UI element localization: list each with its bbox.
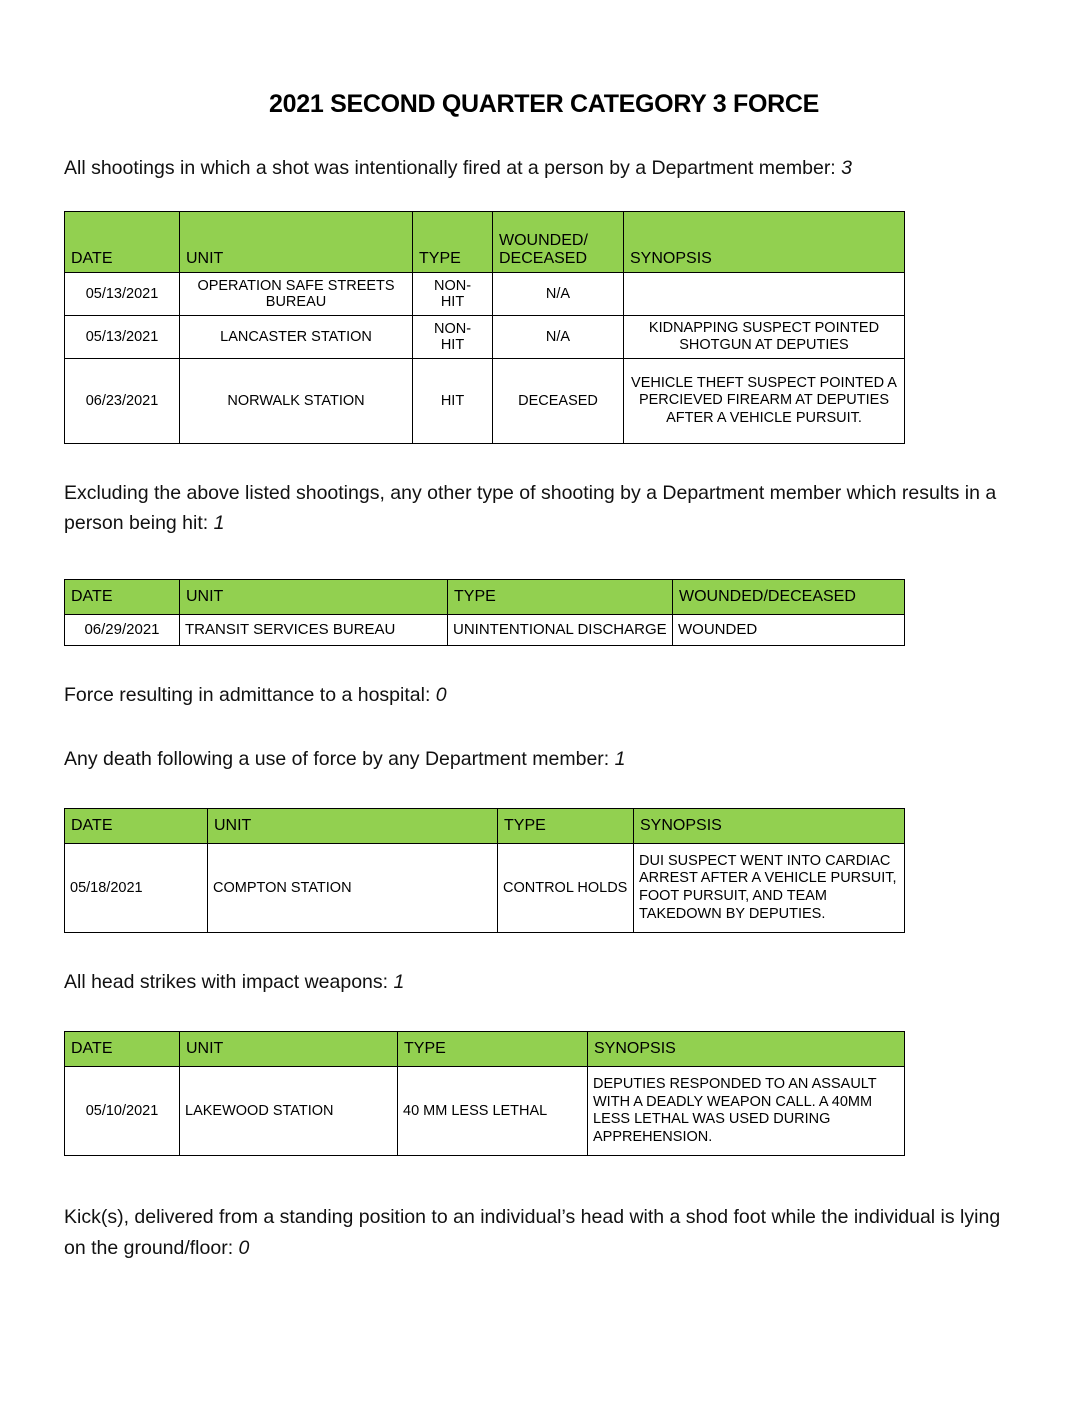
- header-line-1: WOUNDED/: [499, 232, 588, 250]
- table-row: [65, 273, 905, 316]
- cell-synopsis: VEHICLE THEFT SUSPECT POINTED A PERCIEVED FIREARM AT DEPUTIES AFTER A VEHICLE PURSUIT.: [624, 359, 905, 444]
- statement-count: 0: [238, 1236, 250, 1259]
- column-header-type: TYPE: [448, 579, 673, 614]
- statement-text: All shootings in which a shot was intentionally fired at a person by a Department member:: [64, 157, 836, 179]
- column-header-wounded-deceased: WOUNDED/DECEASED: [673, 579, 905, 614]
- cell-date: 05/18/2021: [65, 844, 208, 933]
- cell-synopsis: [624, 273, 905, 316]
- cell-wounded-deceased: N/A: [493, 273, 624, 316]
- cell-type: UNINTENTIONAL DISCHARGE: [448, 614, 673, 645]
- cell-date: 05/13/2021: [65, 316, 180, 359]
- statement-text: Kick(s), delivered from a standing position to an individual’s head with a shod foot while the individual is lying on the ground/floor:: [64, 1206, 1001, 1259]
- cell-unit: OPERATION SAFE STREETS BUREAU: [180, 273, 413, 316]
- table-head-strikes: [64, 1031, 905, 1156]
- cell-date: 06/23/2021: [65, 359, 180, 444]
- cell-type: [413, 316, 493, 359]
- table-other-shooting-hit: [64, 579, 905, 646]
- statement-intentional-shootings: [64, 153, 1024, 183]
- column-header-unit: UNIT: [208, 809, 498, 844]
- table-row: [65, 316, 905, 359]
- column-header-type: TYPE: [498, 809, 634, 844]
- cell-unit: TRANSIT SERVICES BUREAU: [180, 614, 448, 645]
- header-line-2: DECEASED: [499, 250, 588, 268]
- column-header-date: DATE: [65, 1032, 180, 1067]
- statement-other-shooting-hit: [64, 478, 1024, 538]
- cell-type-line-1: NON-: [433, 321, 472, 338]
- cell-unit: LANCASTER STATION: [180, 316, 413, 359]
- page-title: 2021 SECOND QUARTER CATEGORY 3 FORCE: [269, 90, 819, 118]
- statement-count: 0: [435, 683, 447, 706]
- cell-unit: NORWALK STATION: [180, 359, 413, 444]
- table-row: [65, 1067, 905, 1156]
- cell-wounded-deceased: WOUNDED: [673, 614, 905, 645]
- cell-unit: COMPTON STATION: [208, 844, 498, 933]
- table-header-row: [65, 1032, 905, 1067]
- statement-hospital-admittance: [64, 680, 1024, 710]
- column-header-synopsis: SYNOPSIS: [634, 809, 905, 844]
- statement-count: 1: [213, 512, 225, 535]
- cell-type-line-1: NON-: [433, 278, 472, 295]
- cell-synopsis: KIDNAPPING SUSPECT POINTED SHOTGUN AT DEPUTIES: [624, 316, 905, 359]
- table-header-row: [65, 579, 905, 614]
- statement-text: Excluding the above listed shootings, any other type of shooting by a Department member which results in a person being hit:: [64, 482, 997, 535]
- table-row: [65, 844, 905, 933]
- cell-date: 05/13/2021: [65, 273, 180, 316]
- statement-text: Force resulting in admittance to a hospital:: [64, 683, 431, 706]
- table-header-row: [65, 809, 905, 844]
- column-header-date: DATE: [65, 809, 208, 844]
- table-intentional-shootings: [64, 211, 905, 444]
- statement-head-strikes: [64, 967, 1024, 997]
- statement-count: 3: [841, 157, 853, 179]
- cell-date: 06/29/2021: [65, 614, 180, 645]
- column-header-date: DATE: [65, 579, 180, 614]
- statement-count: 1: [614, 747, 626, 770]
- column-header-unit: UNIT: [180, 579, 448, 614]
- column-header-type: TYPE: [398, 1032, 588, 1067]
- cell-synopsis: DEPUTIES RESPONDED TO AN ASSAULT WITH A DEADLY WEAPON CALL. A 40MM LESS LETHAL WAS USED DURING APPREHENSION.: [588, 1067, 905, 1156]
- cell-type-line-2: HIT: [440, 294, 465, 311]
- cell-unit: LAKEWOOD STATION: [180, 1067, 398, 1156]
- table-row: [65, 359, 905, 444]
- statement-text: All head strikes with impact weapons:: [64, 971, 389, 994]
- cell-synopsis: DUI SUSPECT WENT INTO CARDIAC ARREST AFTER A VEHICLE PURSUIT, FOOT PURSUIT, AND TEAM TAKEDOWN BY DEPUTIES.: [634, 844, 905, 933]
- cell-wounded-deceased: DECEASED: [493, 359, 624, 444]
- column-header-synopsis: SYNOPSIS: [588, 1032, 905, 1067]
- cell-type: 40 MM LESS LETHAL: [398, 1067, 588, 1156]
- statement-death-following-force: [64, 744, 1024, 774]
- table-header-row: [65, 212, 905, 273]
- column-header-unit: UNIT: [180, 212, 413, 273]
- cell-wounded-deceased: N/A: [493, 316, 624, 359]
- table-row: [65, 614, 905, 645]
- column-header-type: TYPE: [413, 212, 493, 273]
- column-header-unit: UNIT: [180, 1032, 398, 1067]
- column-header-wounded-deceased: [493, 212, 624, 273]
- cell-type: CONTROL HOLDS: [498, 844, 634, 933]
- cell-type-line-2: HIT: [440, 337, 465, 354]
- cell-date: 05/10/2021: [65, 1067, 180, 1156]
- table-death-following-force: [64, 808, 905, 933]
- column-header-date: DATE: [65, 212, 180, 273]
- cell-type: HIT: [413, 359, 493, 444]
- statement-count: 1: [393, 971, 405, 994]
- statement-kicks-to-head: [64, 1202, 1024, 1262]
- column-header-synopsis: SYNOPSIS: [624, 212, 905, 273]
- statement-text: Any death following a use of force by any Department member:: [64, 747, 610, 770]
- cell-type: [413, 273, 493, 316]
